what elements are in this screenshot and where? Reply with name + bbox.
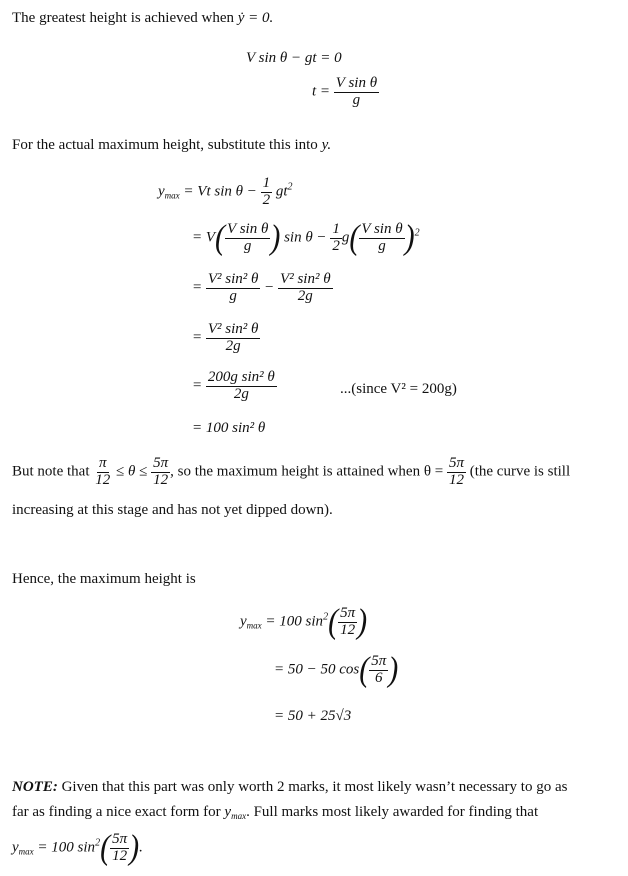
- note-line-2: increasing at this stage and has not yet dipped down).: [12, 502, 333, 518]
- ymax-line-3: = $\frac{\text{V² sin² θ}}{g}$ − $\frac{\text{V² sin² θ}}{2g}$: [192, 271, 331, 304]
- substitute-line: [12, 137, 331, 154]
- hence-line-1: $y_{max} = 100$ $\sin^2$( $\frac{5\pi}{12}$ ): [240, 602, 368, 641]
- note-line: But note that $\frac{\pi}{12}$ ≤ θ ≤ $\frac{5\pi}{12}$ , so the maximum height is attained when θ = $\frac{5\pi}{12}$ (the curve is still: [12, 455, 571, 488]
- hence-text: Hence, the maximum height is: [12, 571, 196, 587]
- time-fraction: $\frac{\text{V sin θ}}{g}$: [335, 75, 378, 108]
- substitute-text: For the actual maximum height, substitute this into: [12, 137, 318, 153]
- hence-line-3: = 50 + 25√3: [274, 708, 352, 724]
- hence-line-2: = 50 − 50 cos( $\frac{5\pi}{6}$ ): [274, 650, 399, 689]
- ymax-line-5: = $\frac{\text{200g sin² θ}}{2g}$: [192, 369, 275, 402]
- ymax-line-6: = 100 sin² θ: [192, 420, 266, 436]
- note-paragraph-2: far as finding a nice exact form for $y_{max}$. Full marks most likely awarded for finding that: [12, 804, 539, 821]
- ymax-line-1: $y_{max} = Vt$ sin θ − $\frac{1}{2}$ $gt^2$: [158, 175, 293, 208]
- since-note: ...(since V² = 200g): [340, 381, 457, 397]
- time-equation: [312, 76, 379, 109]
- ymax-line-4: = $\frac{\text{V² sin² θ}}{2g}$: [192, 321, 259, 354]
- final-expression: $y_{max} = 100$ $\sin^2$( $\frac{5\pi}{12}$ ).: [12, 828, 143, 867]
- intro-text: The greatest height is achieved when: [12, 10, 234, 26]
- velocity-zero-equation: V sin θ − gt = 0: [246, 50, 342, 66]
- intro-line: [12, 10, 273, 27]
- intro-condition: ẏ = 0.: [237, 10, 274, 26]
- note-paragraph-1: NOTE: Given that this part was only worth 2 marks, it most likely wasn’t necessary to go as: [12, 779, 568, 795]
- t-lhs: t =: [312, 83, 331, 100]
- substitute-var: y.: [321, 137, 332, 153]
- ymax-line-2: = V( $\frac{\text{V sin θ}}{g}$ ) sin θ − $\frac{1}{2}$ g( $\frac{\text{V sin θ}}{g}$ )$^2$: [192, 218, 420, 257]
